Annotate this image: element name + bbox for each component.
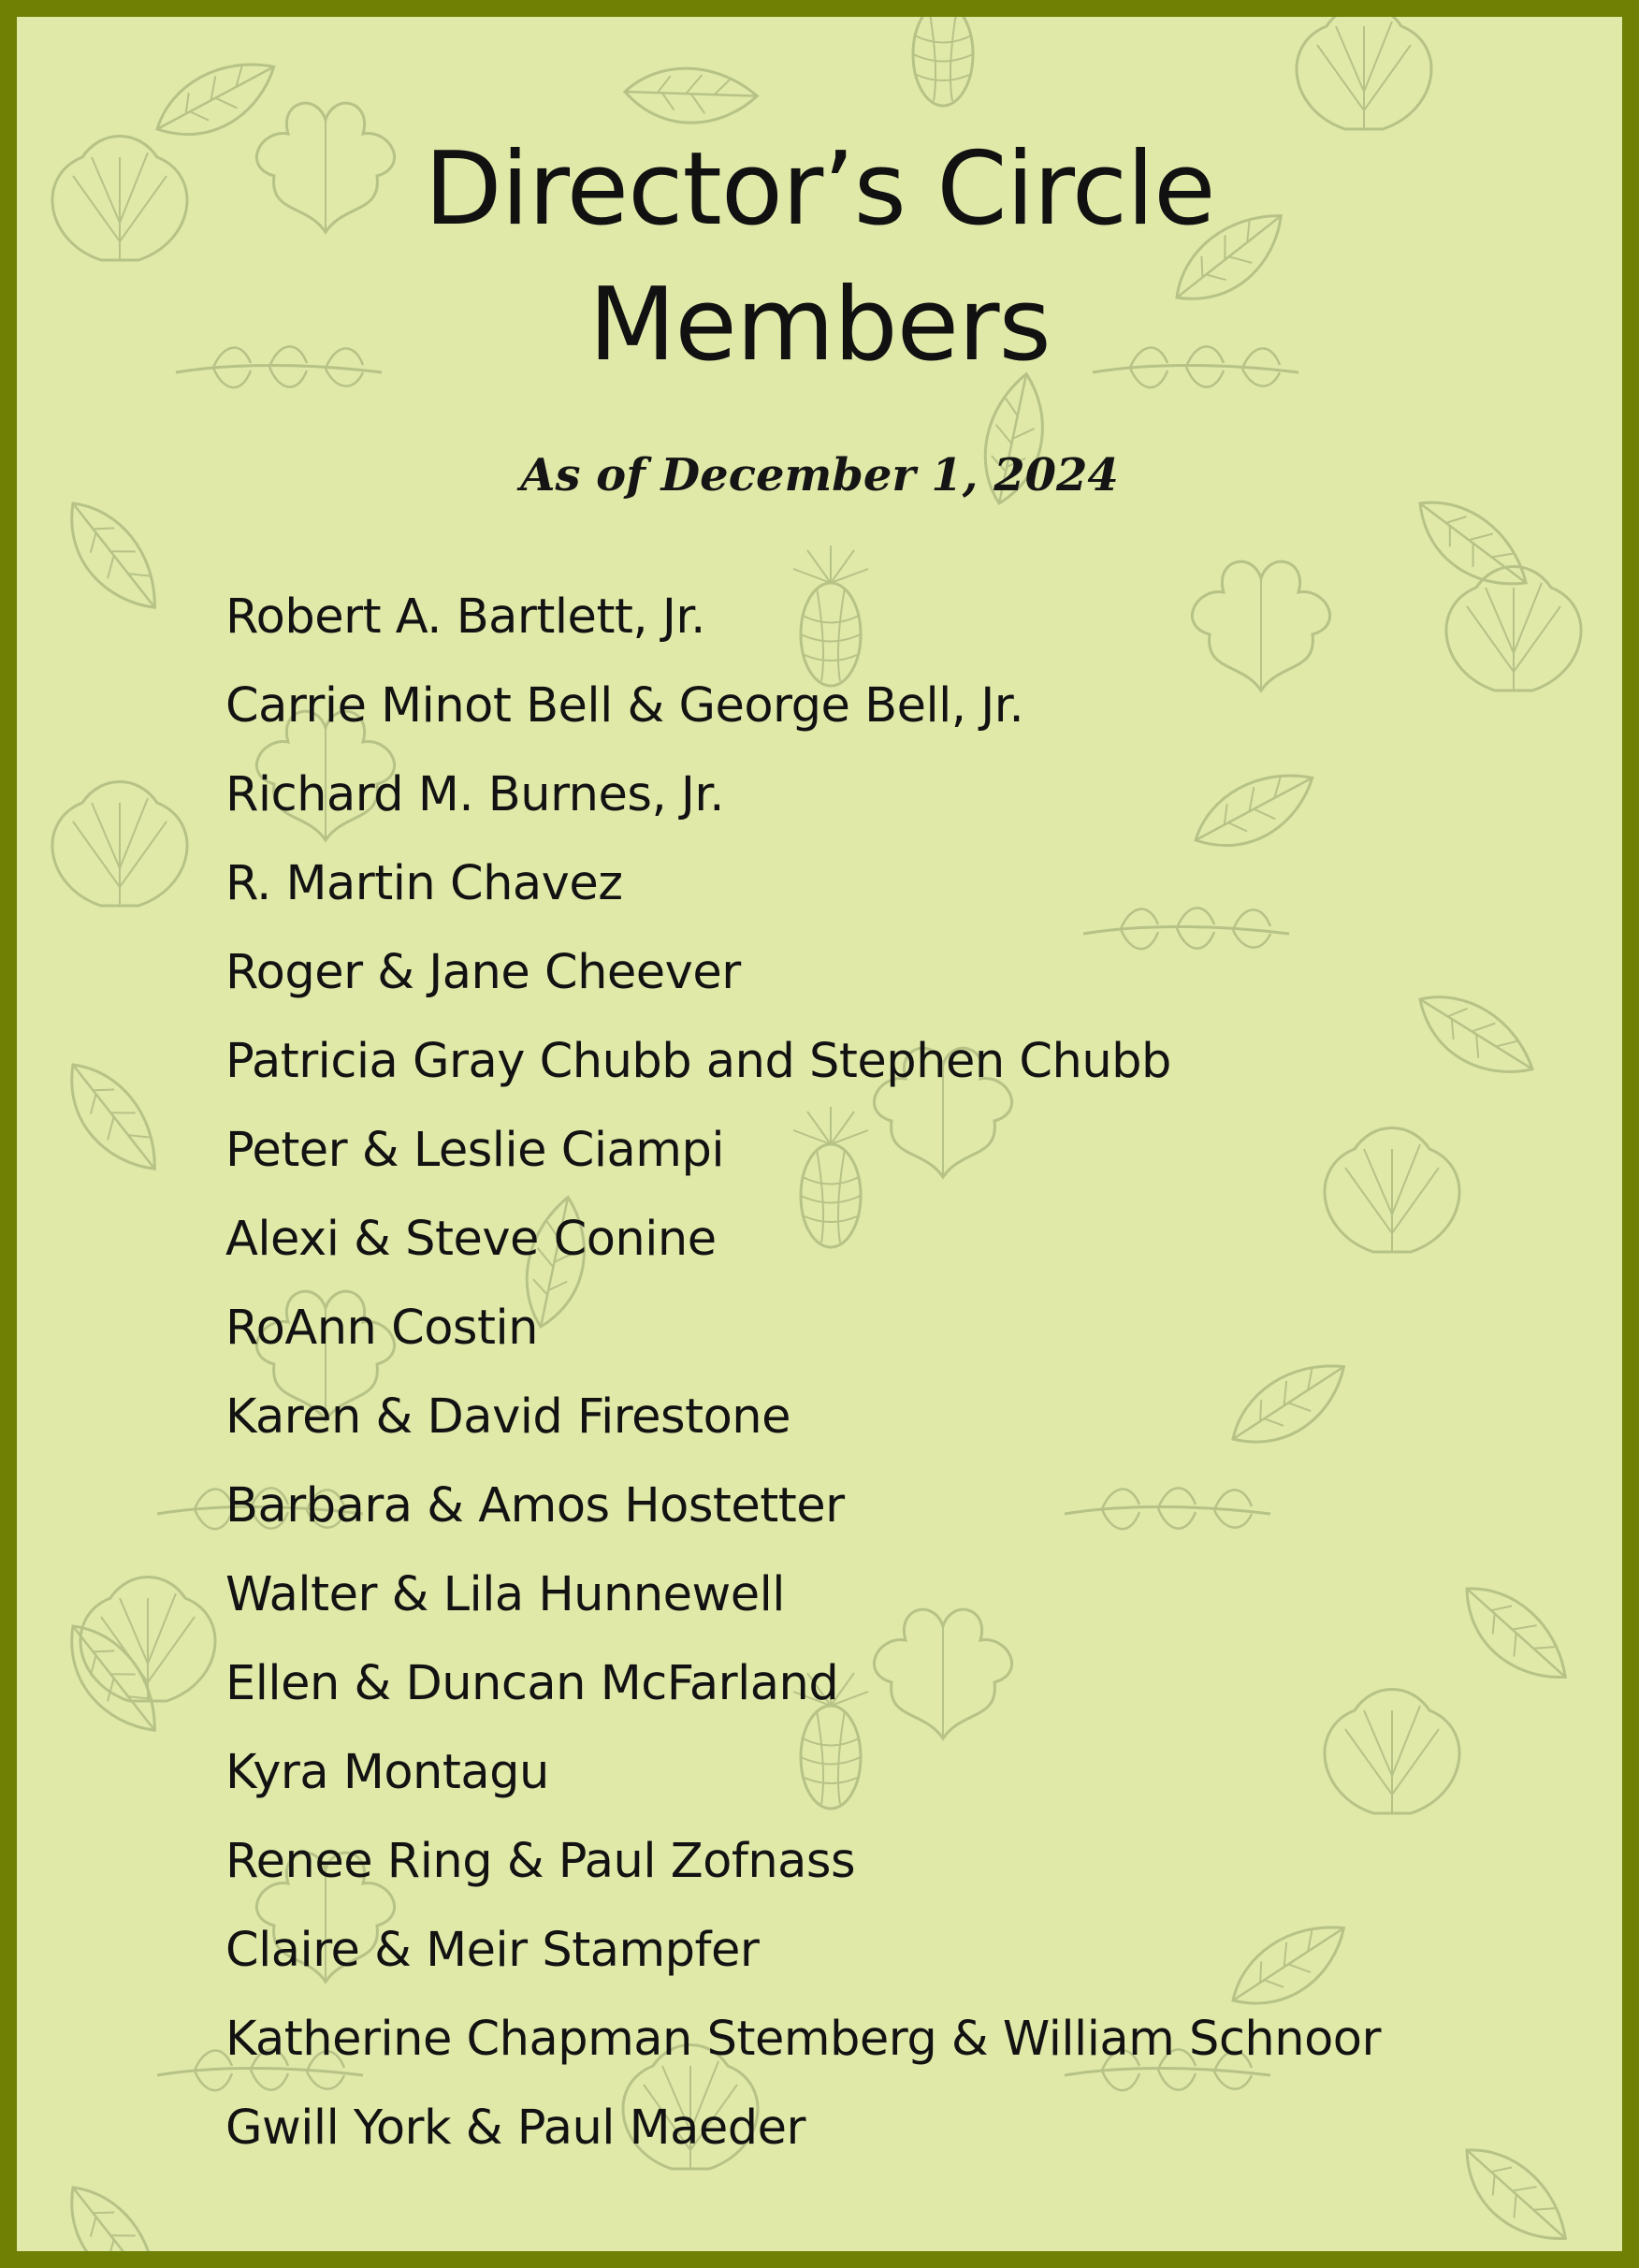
member-name: Walter & Lila Hunnewell: [225, 1567, 785, 1622]
member-name: Katherine Chapman Stemberg & William Schnoor: [225, 2012, 1381, 2067]
member-name: Carrie Minot Bell & George Bell, Jr.: [225, 678, 1024, 734]
member-name: Kyra Montagu: [225, 1745, 549, 1800]
member-name: Karen & David Firestone: [225, 1389, 790, 1445]
member-name: Renee Ring & Paul Zofnass: [225, 1834, 856, 1889]
member-name: Alexi & Steve Conine: [225, 1212, 717, 1267]
member-name: Peter & Leslie Ciampi: [225, 1123, 724, 1178]
member-name: Gwill York & Paul Maeder: [225, 2101, 805, 2156]
title-line-2: Members: [588, 267, 1051, 384]
member-name: Claire & Meir Stampfer: [225, 1923, 760, 1978]
member-name: Ellen & Duncan McFarland: [225, 1656, 839, 1711]
member-name: RoAnn Costin: [225, 1301, 538, 1356]
member-name: Robert A. Bartlett, Jr.: [225, 589, 705, 645]
member-name: Richard M. Burnes, Jr.: [225, 767, 724, 822]
member-name: Barbara & Amos Hostetter: [225, 1478, 845, 1534]
member-name: Roger & Jane Cheever: [225, 945, 741, 1000]
date-subtitle: As of December 1, 2024: [520, 449, 1119, 502]
member-name: R. Martin Chavez: [225, 856, 623, 911]
member-name: Patricia Gray Chubb and Stephen Chubb: [225, 1034, 1171, 1089]
title-line-1: Director’s Circle: [424, 131, 1215, 248]
members-list: [225, 573, 1381, 2173]
poster-content: [17, 17, 1622, 2251]
poster-page: [17, 17, 1622, 2251]
